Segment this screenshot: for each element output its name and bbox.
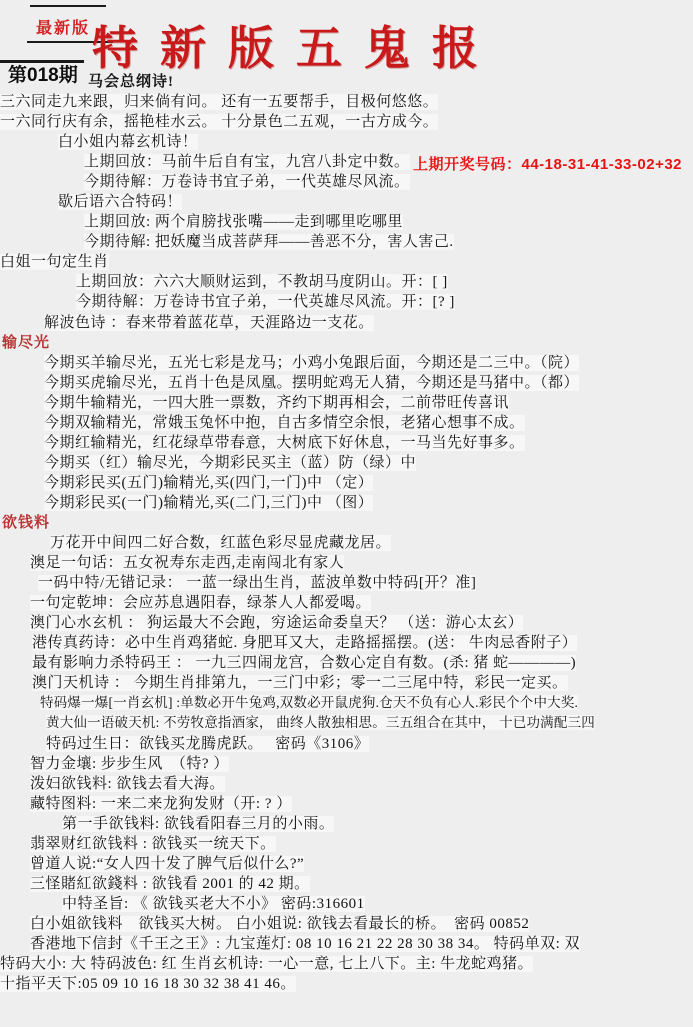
text-line: 一六同行庆有余，摇艳桂水云。 十分景色二五观，一古方成今。	[0, 114, 439, 131]
text-line: 今期买（红）输尽光，今期彩民买主（蓝）防（绿）中	[44, 454, 417, 471]
text-line: 最有影响力杀特码王 ： 一九三四闹龙宫，合数心定自有数。(杀: 猪 蛇————)	[32, 655, 577, 672]
text-line: 澳门天机诗 ： 今期生肖排第九，一三门中彩；零一二三尾中特，彩民一定买。	[32, 675, 568, 692]
text-line: 上期回放：六六大顺财运到，不教胡马度阴山。开：[ ]	[76, 274, 448, 291]
text-line: 特码大小: 大 特码波色: 红 生肖玄机诗: 一心一意, 七上八下。主: 牛龙蛇鸡猪。	[0, 956, 534, 973]
text-line: 今期买羊输尽光，五光七彩是龙马；小鸡小兔跟后面，今期还是二三中。（院）	[44, 354, 580, 371]
text-line: 三怪賭紅欲錢料 : 欲钱看 2001 的 42 期。	[30, 875, 310, 892]
text-line: 澳门心水玄机 ： 狗运最大不会跑，穷途运命委皇天？ （送：游心太玄）	[30, 615, 524, 632]
text-line: 香港地下信封《千王之王》: 九宝莲灯: 08 10 16 21 22 28 30 38 34。 特码单双: 双	[30, 935, 581, 952]
section-header: 输尽光	[2, 334, 51, 351]
text-line: 今期待解：万卷诗书宜子弟，一代英雄尽风流。开：[? ]	[76, 294, 455, 311]
text-line: 今期待解: 把妖魔当成菩萨拜——善恶不分，害人害己.	[84, 234, 454, 251]
text-line: 今期牛输精光，一四大胜一票数，齐约下期再相会，二前带旺传喜讯	[44, 394, 510, 411]
text-line: 泼妇欲钱料: 欲钱去看大海。	[30, 775, 225, 792]
text-line: 今期买虎输尽光，五肖十色是凤凰。摆明蛇鸡无人猜，今期还是马猪中。（都）	[44, 374, 580, 391]
text-line: 今期红输精光，红花绿草带春意，大树底下好休息，一马当先好事多。	[44, 434, 525, 451]
text-line: 特码爆一爆[一肖玄机] :单数必开牛兔鸡,双数必开鼠虎狗.仓天不负有心人.彩民个个中大奖.	[40, 695, 579, 711]
masthead-subtitle: 马会总纲诗!	[88, 74, 174, 90]
text-line: 解波色诗 ：春来带着蓝花草，天涯路边一支花。	[44, 314, 374, 331]
text-line: 曾道人说:“女人四十发了脾气后似什么?”	[30, 855, 305, 872]
text-line: 白姐一句定生肖	[0, 254, 109, 271]
text-line: 万花开中间四二好合数，红蓝色彩尽显虎藏龙居。	[50, 535, 392, 552]
text-line: 十指平天下:05 09 10 16 18 30 32 38 41 46。	[0, 976, 296, 993]
text-line: 中特圣旨: 《 欲钱买老大不小》 密码:316601	[62, 895, 365, 912]
text-line: 今期彩民买(一门)输精光,买(二门,三门)中 （图）	[44, 494, 374, 511]
section-header: 欲钱料	[2, 514, 51, 531]
text-line: 澳足一句话：五女祝寿东走西,走南闯北有家人	[30, 555, 345, 572]
text-line: 上期回放: 两个肩膀找张嘴——走到哪里吃哪里	[84, 214, 403, 231]
masthead-rule-top	[30, 5, 106, 7]
text-line: 翡翠财红欲钱料 : 欲钱买一统天下。	[30, 835, 276, 852]
text-line: 今期双输精光，常娥玉兔怀中抱，自古多情空余恨，老猪心想事不成。	[44, 414, 525, 431]
text-line: 今期待解：万卷诗书宜子弟，一代英雄尽风流。	[84, 174, 410, 191]
body-text-lines	[0, 92, 693, 994]
text-line: 黄大仙一语破天机: 不劳牧意指酒家， 曲终人散独相思。三五组合在其中， 十已功满配三四	[46, 715, 595, 731]
text-line: 港传真药诗：必中生肖鸡猪蛇. 身肥耳又大，走路摇摇摆。(送： 牛肉忌香附子）	[32, 635, 578, 652]
text-line: 一句定乾坤：会应苏息遇阳春，绿茶人人都爱喝。	[30, 595, 372, 612]
text-line: 三六同走九来跟，归来倘有问。 还有一五要帮手，目极何悠悠。	[0, 94, 439, 110]
text-line: 歇后语六合特码！	[58, 194, 183, 211]
text-line: 智力金壤: 步步生风 （特? ）	[30, 755, 229, 772]
text-line: 藏特图料: 一来二来龙狗发财（开: ? ）	[30, 795, 292, 812]
text-line: 第一手欲钱料: 欲钱看阳春三月的小雨。	[62, 815, 335, 832]
text-line: 一码中特/无错记录： 一蓝一绿出生肖，蓝波单数中特码[开？准]	[38, 575, 477, 592]
page-title: 特新版五鬼报	[92, 23, 500, 74]
last-draw-numbers: 上期开奖号码：44-18-31-41-33-02+32	[413, 156, 683, 173]
issue-number: 第018期	[8, 65, 78, 86]
text-line: 白小姐欲钱料 欲钱买大树。 白小姐说: 欲钱去看最长的桥。 密码 00852	[30, 915, 530, 932]
text-line: 今期彩民买(五门)输精光,买(四门,一门)中 （定）	[44, 474, 374, 491]
text-line: 上期回放：马前牛后自有宝，九宫八卦定中数。	[84, 154, 410, 171]
text-line: 白小姐内幕玄机诗！	[58, 134, 198, 151]
text-line: 特码过生日：欲钱买龙腾虎跃。 密码《3106》	[46, 735, 370, 752]
edition-label: 最新版	[36, 20, 91, 37]
